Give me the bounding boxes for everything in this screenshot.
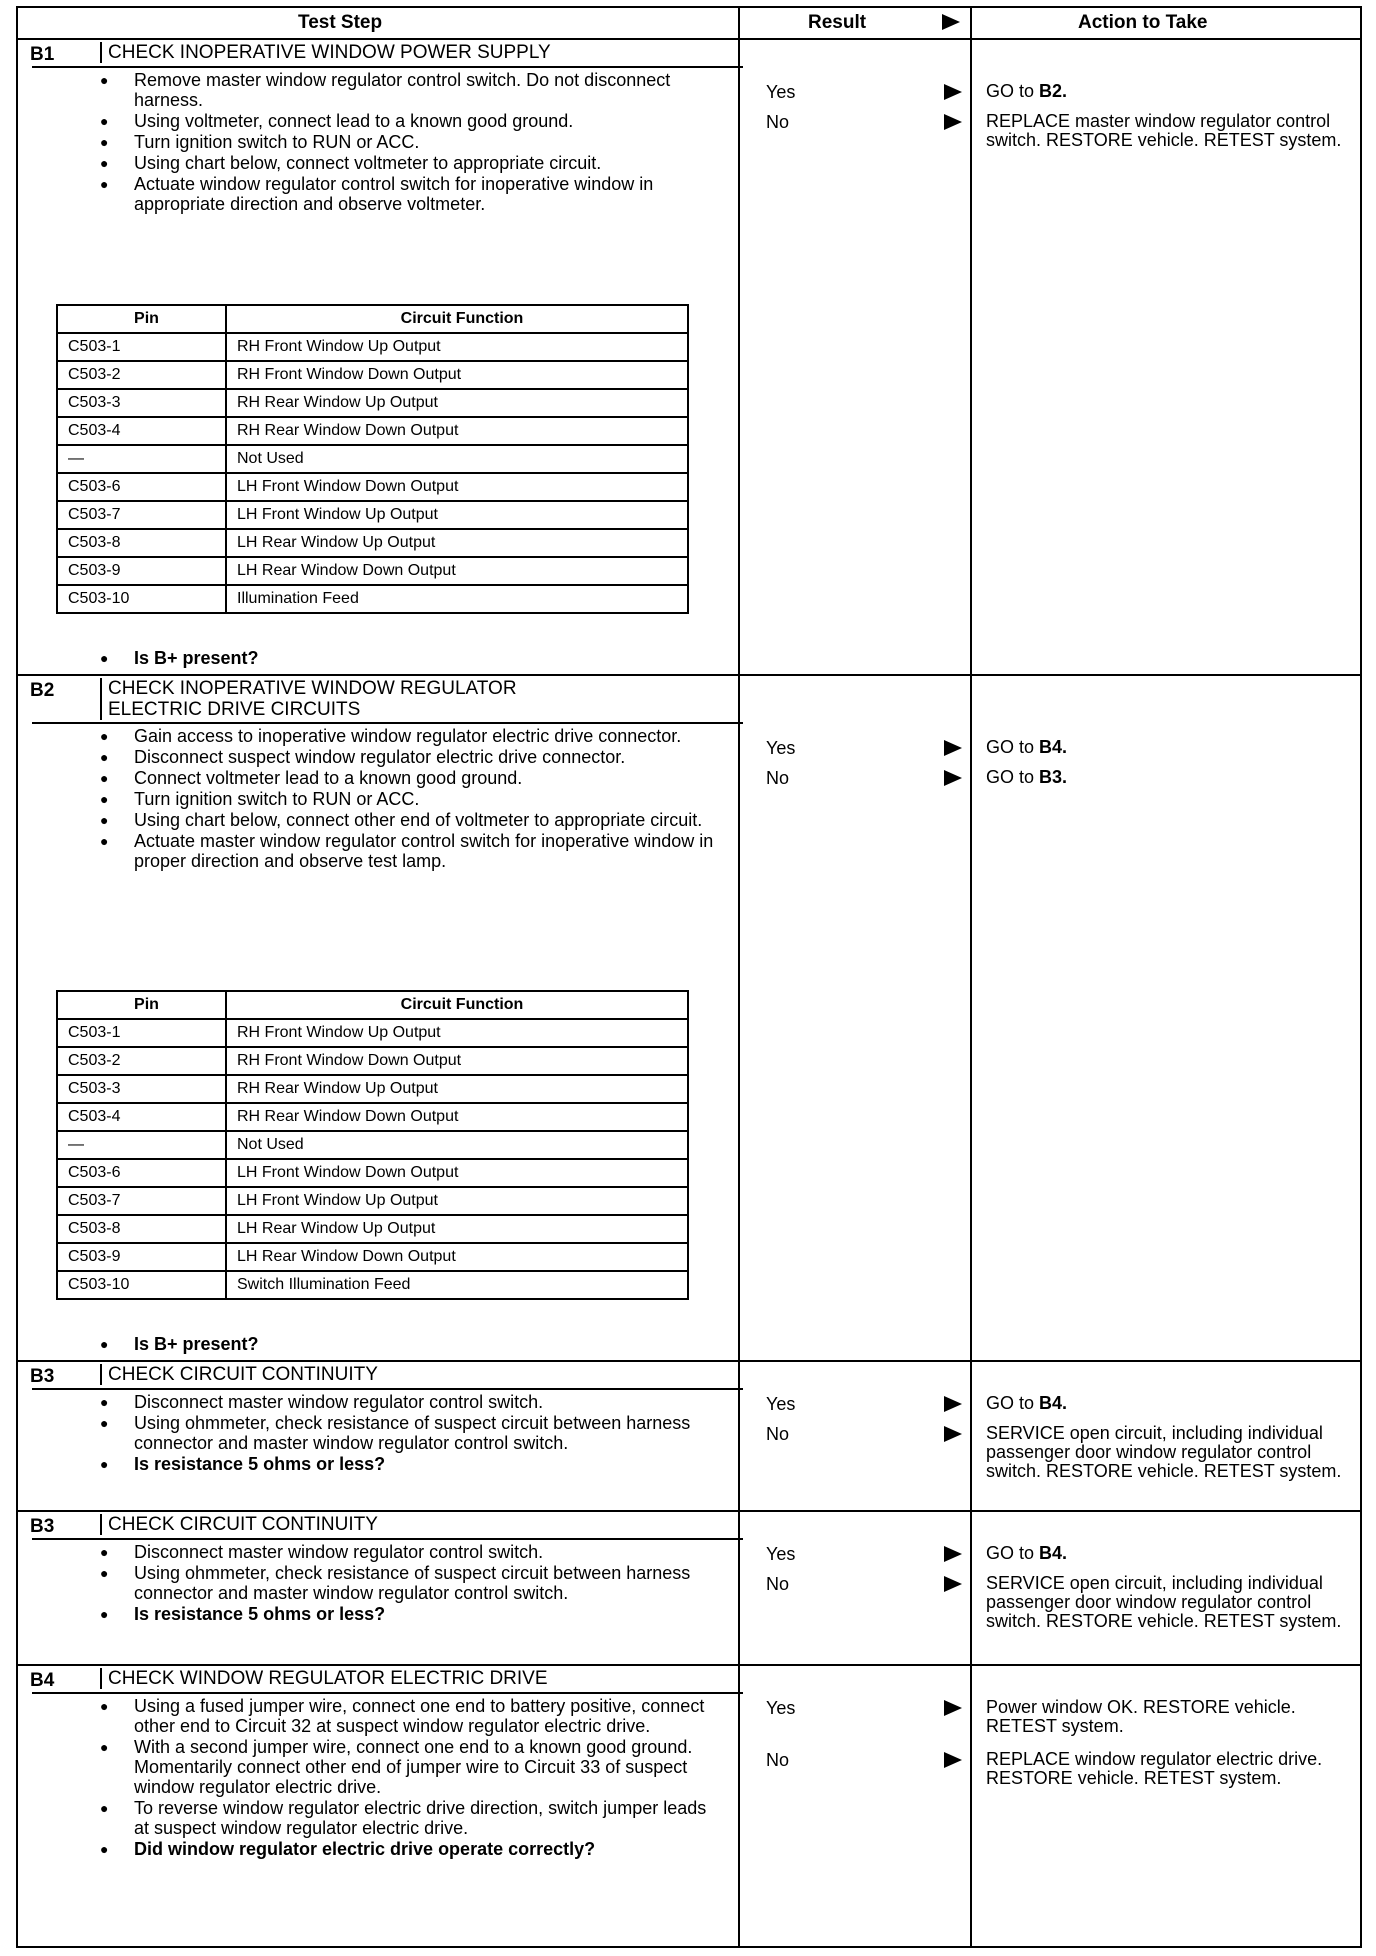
action-no: REPLACE master window regulator control switch. RESTORE vehicle. RETEST system. — [986, 111, 1342, 150]
question: ● Is B+ present? — [86, 648, 726, 668]
question: ● Is resistance 5 ohms or less? — [86, 1604, 726, 1624]
step-id: B4 — [30, 1670, 55, 1691]
pin-cell: — — [57, 1131, 226, 1159]
instruction: ● Turn ignition switch to RUN or ACC. — [86, 789, 726, 809]
action-text: GO to — [986, 81, 1040, 101]
table-row — [57, 585, 688, 613]
action-yes — [986, 1394, 1364, 1413]
arrow-icon — [944, 1700, 962, 1716]
action-ref: B4. — [1039, 1543, 1068, 1563]
header-test-step: Test Step — [298, 12, 383, 33]
step-b2 — [18, 674, 1360, 1362]
pin-cell: C503-2 — [57, 1047, 226, 1075]
action-text: GO to — [986, 1543, 1040, 1563]
step-instructions — [86, 726, 726, 872]
function-cell: Not Used — [226, 445, 688, 473]
pin-cell: C503-1 — [57, 333, 226, 361]
pin-cell: C503-10 — [57, 1271, 226, 1299]
instruction: ● Disconnect suspect window regulator electric drive connector. — [86, 747, 726, 767]
table-row — [57, 445, 688, 473]
function-cell: Illumination Feed — [226, 585, 688, 613]
pin-cell: C503-4 — [57, 1103, 226, 1131]
table-row — [57, 1047, 688, 1075]
arrow-icon — [944, 740, 962, 756]
step-b3 — [18, 1360, 1360, 1512]
step-title: CHECK INOPERATIVE WINDOW REGULATOR ELECTRIC DRIVE CIRCUITS — [100, 678, 608, 720]
table-row — [57, 1215, 688, 1243]
table-row — [57, 1243, 688, 1271]
pin-header: Pin — [57, 991, 226, 1019]
title-rule — [32, 1388, 743, 1390]
arrow-icon — [942, 14, 960, 30]
pin-cell: C503-9 — [57, 557, 226, 585]
instruction: ● Using ohmmeter, check resistance of suspect circuit between harness connector and master window regulator control switch. — [86, 1563, 726, 1603]
result-no: No — [766, 112, 790, 132]
function-cell: Switch Illumination Feed — [226, 1271, 688, 1299]
result-yes: Yes — [766, 1394, 796, 1414]
table-row — [57, 1131, 688, 1159]
function-cell: RH Rear Window Down Output — [226, 417, 688, 445]
function-cell: Not Used — [226, 1131, 688, 1159]
table-row — [57, 501, 688, 529]
pin-cell: C503-9 — [57, 1243, 226, 1271]
action-text: GO to — [986, 1393, 1040, 1413]
step-id: B3 — [30, 1516, 55, 1537]
step-instructions — [86, 1392, 726, 1475]
table-row — [57, 333, 688, 361]
function-cell: RH Rear Window Down Output — [226, 1103, 688, 1131]
function-cell: LH Front Window Up Output — [226, 501, 688, 529]
title-rule — [32, 722, 743, 724]
instruction: ● Disconnect master window regulator control switch. — [86, 1392, 726, 1412]
function-cell: LH Front Window Down Output — [226, 1159, 688, 1187]
result-yes: Yes — [766, 82, 796, 102]
action-no: REPLACE window regulator electric drive. RESTORE vehicle. RETEST system. — [986, 1749, 1323, 1788]
pin-cell: C503-1 — [57, 1019, 226, 1047]
question: ● Is B+ present? — [86, 1334, 726, 1354]
step-title: CHECK CIRCUIT CONTINUITY — [100, 1514, 748, 1535]
header-action: Action to Take — [1078, 12, 1208, 33]
table-row — [57, 557, 688, 585]
step-title: CHECK CIRCUIT CONTINUITY — [100, 1364, 748, 1385]
table-row — [57, 1103, 688, 1131]
table-row — [57, 1075, 688, 1103]
action-no — [986, 768, 1364, 787]
arrow-icon — [944, 114, 962, 130]
step-instructions — [86, 1542, 726, 1625]
result-no: No — [766, 1424, 790, 1444]
header-result: Result — [808, 12, 867, 33]
function-cell: LH Front Window Down Output — [226, 473, 688, 501]
table-row — [57, 417, 688, 445]
step-id: B3 — [30, 1366, 55, 1387]
function-cell: LH Front Window Up Output — [226, 1187, 688, 1215]
instruction: ● Using a fused jumper wire, connect one end to battery positive, connect other end to Circuit 32 at suspect window regulator electric drive. — [86, 1696, 726, 1736]
instruction: ● Using ohmmeter, check resistance of suspect circuit between harness connector and master window regulator control switch. — [86, 1413, 726, 1453]
function-cell: LH Rear Window Down Output — [226, 557, 688, 585]
step-b3 — [18, 1510, 1360, 1666]
result-no: No — [766, 768, 790, 788]
instruction: ● Using chart below, connect voltmeter to appropriate circuit. — [86, 153, 726, 173]
function-cell: RH Front Window Down Output — [226, 361, 688, 389]
pin-cell: C503-6 — [57, 1159, 226, 1187]
pin-cell: C503-2 — [57, 361, 226, 389]
function-cell: RH Rear Window Up Output — [226, 389, 688, 417]
action-yes — [986, 1544, 1364, 1563]
action-no: SERVICE open circuit, including individual passenger door window regulator control switch. RESTORE vehicle. RETEST system. — [986, 1423, 1342, 1481]
step-question — [86, 648, 726, 669]
function-cell: RH Front Window Up Output — [226, 333, 688, 361]
pin-table — [56, 990, 689, 1300]
instruction: ● To reverse window regulator electric drive direction, switch jumper leads at suspect window regulator electric drive. — [86, 1798, 726, 1838]
action-yes: Power window OK. RESTORE vehicle. RETEST system. — [986, 1697, 1296, 1736]
arrow-icon — [944, 1752, 962, 1768]
table-row — [57, 389, 688, 417]
function-cell: LH Rear Window Down Output — [226, 1243, 688, 1271]
pin-cell: C503-10 — [57, 585, 226, 613]
step-title: CHECK INOPERATIVE WINDOW POWER SUPPLY — [100, 42, 748, 63]
function-cell: LH Rear Window Up Output — [226, 529, 688, 557]
result-yes: Yes — [766, 738, 796, 758]
pin-cell: C503-3 — [57, 1075, 226, 1103]
table-row — [57, 1159, 688, 1187]
pin-cell: C503-7 — [57, 1187, 226, 1215]
instruction: ● Turn ignition switch to RUN or ACC. — [86, 132, 726, 152]
pin-cell: C503-8 — [57, 529, 226, 557]
instruction: ● Using chart below, connect other end of voltmeter to appropriate circuit. — [86, 810, 726, 830]
function-cell: RH Front Window Down Output — [226, 1047, 688, 1075]
arrow-icon — [944, 1576, 962, 1592]
result-yes: Yes — [766, 1544, 796, 1564]
arrow-icon — [944, 770, 962, 786]
function-cell: RH Front Window Up Output — [226, 1019, 688, 1047]
diagnostic-table — [16, 6, 1362, 1948]
instruction: ● With a second jumper wire, connect one end to a known good ground. Momentarily connect other end of jumper wire to Circuit 33 of suspect window regulator electric drive. — [86, 1737, 726, 1797]
table-row — [57, 1019, 688, 1047]
step-id: B2 — [30, 680, 55, 701]
action-ref: B4. — [1039, 1393, 1068, 1413]
instruction: ● Connect voltmeter lead to a known good ground. — [86, 768, 726, 788]
action-text: GO to — [986, 767, 1040, 787]
pin-header: Pin — [57, 305, 226, 333]
table-row — [57, 1271, 688, 1299]
pin-cell: C503-6 — [57, 473, 226, 501]
pin-cell: C503-8 — [57, 1215, 226, 1243]
instruction: ● Using voltmeter, connect lead to a known good ground. — [86, 111, 726, 131]
step-title: CHECK WINDOW REGULATOR ELECTRIC DRIVE — [100, 1668, 748, 1689]
step-id: B1 — [30, 44, 55, 65]
table-header — [18, 8, 1360, 40]
pin-cell: — — [57, 445, 226, 473]
step-b1 — [18, 38, 1360, 674]
pin-cell: C503-4 — [57, 417, 226, 445]
step-b4 — [18, 1664, 1360, 1950]
step-instructions — [86, 1696, 726, 1860]
question: ● Did window regulator electric drive operate correctly? — [86, 1839, 726, 1859]
instruction: ● Gain access to inoperative window regulator electric drive connector. — [86, 726, 726, 746]
question: ● Is resistance 5 ohms or less? — [86, 1454, 726, 1474]
function-cell: LH Rear Window Up Output — [226, 1215, 688, 1243]
pin-cell: C503-7 — [57, 501, 226, 529]
arrow-icon — [944, 84, 962, 100]
action-yes — [986, 82, 1364, 101]
pin-cell: C503-3 — [57, 389, 226, 417]
table-row — [57, 361, 688, 389]
title-rule — [32, 1538, 743, 1540]
step-instructions — [86, 70, 726, 215]
action-yes — [986, 738, 1364, 757]
action-ref: B4. — [1039, 737, 1068, 757]
instruction: ● Disconnect master window regulator control switch. — [86, 1542, 726, 1562]
title-rule — [32, 66, 743, 68]
table-row — [57, 473, 688, 501]
function-header: Circuit Function — [226, 991, 688, 1019]
arrow-icon — [944, 1426, 962, 1442]
arrow-icon — [944, 1546, 962, 1562]
pin-table — [56, 304, 689, 614]
function-cell: RH Rear Window Up Output — [226, 1075, 688, 1103]
result-yes: Yes — [766, 1698, 796, 1718]
arrow-icon — [944, 1396, 962, 1412]
table-row — [57, 529, 688, 557]
action-no: SERVICE open circuit, including individual passenger door window regulator control switch. RESTORE vehicle. RETEST system. — [986, 1573, 1342, 1631]
action-ref: B3. — [1039, 767, 1068, 787]
action-text: GO to — [986, 737, 1040, 757]
instruction: ● Actuate master window regulator control switch for inoperative window in proper direction and observe test lamp. — [86, 831, 726, 871]
function-header: Circuit Function — [226, 305, 688, 333]
table-row — [57, 1187, 688, 1215]
instruction: ● Remove master window regulator control switch. Do not disconnect harness. — [86, 70, 726, 110]
result-no: No — [766, 1750, 790, 1770]
step-question — [86, 1334, 726, 1355]
instruction: ● Actuate window regulator control switch for inoperative window in appropriate direction and observe voltmeter. — [86, 174, 726, 214]
title-rule — [32, 1692, 743, 1694]
action-ref: B2. — [1039, 81, 1068, 101]
result-no: No — [766, 1574, 790, 1594]
